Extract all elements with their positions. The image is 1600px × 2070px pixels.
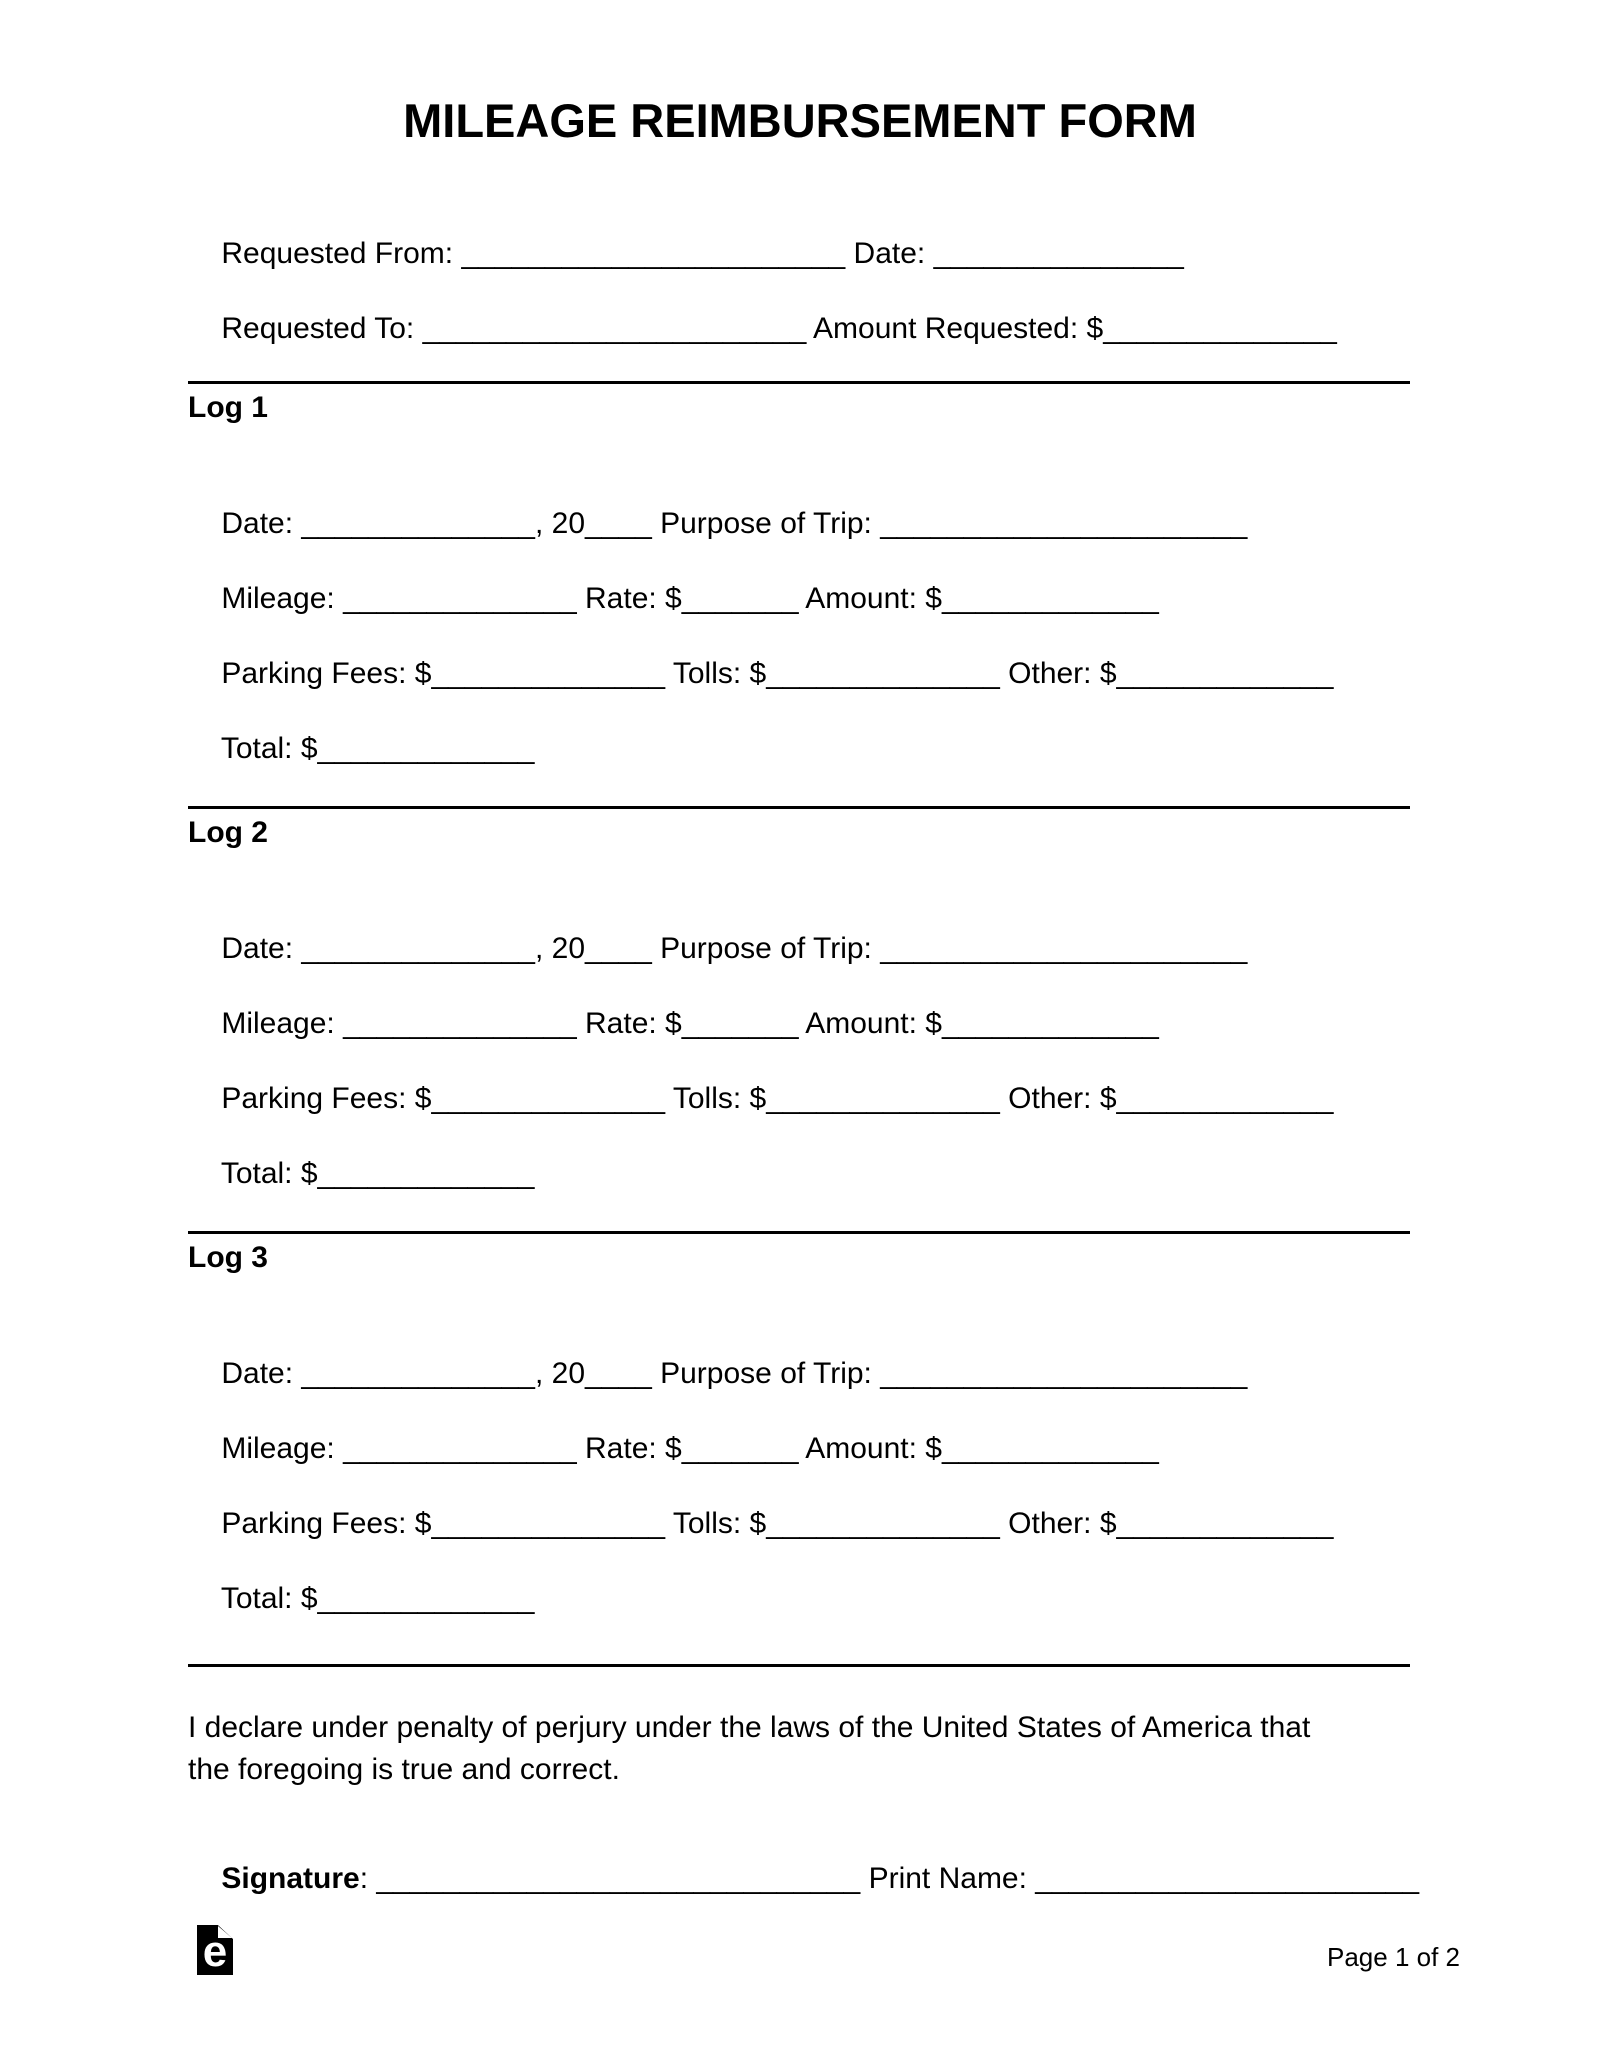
total-field: _____________ [317,732,535,765]
total-label: Total: $ [220,1582,318,1615]
log-2-heading: Log 2 [188,816,268,849]
purpose-label: Purpose of Trip: [651,932,881,965]
signature-label: Signature [221,1862,360,1895]
date-label: Date: [845,237,934,270]
trip-date-field: ______________ [301,932,535,965]
other-label: Other: $ [999,1507,1117,1540]
amount-requested-field: ______________ [1103,312,1337,345]
year-prefix: , 20 [534,932,586,965]
section-divider [188,381,1410,384]
amount-requested-label: Amount Requested: $ [806,312,1104,345]
tolls-label: Tolls: $ [665,657,767,690]
requested-to-field: _______________________ [422,312,807,345]
other-label: Other: $ [999,657,1117,690]
print-name-field: _______________________ [1035,1862,1420,1895]
print-name-label: Print Name: [860,1862,1036,1895]
trip-date-label: Date: [221,1357,302,1390]
year-field: ____ [585,932,652,965]
rate-label: Rate: $ [576,1007,682,1040]
other-field: _____________ [1116,657,1334,690]
amount-label: Amount: $ [798,1432,942,1465]
purpose-label: Purpose of Trip: [651,507,881,540]
trip-date-label: Date: [221,932,302,965]
logo-letter: e [202,1927,228,1976]
other-field: _____________ [1116,1507,1334,1540]
total-label: Total: $ [220,732,318,765]
declaration-line-1: I declare under penalty of perjury under the laws of the United States of America that [188,1711,1311,1744]
year-prefix: , 20 [534,507,586,540]
parking-fees-label: Parking Fees: $ [221,1507,432,1540]
purpose-field: ______________________ [880,1357,1248,1390]
amount-label: Amount: $ [798,582,942,615]
requested-to-label: Requested To: [221,312,423,345]
tolls-label: Tolls: $ [665,1507,767,1540]
amount-field: _____________ [941,1007,1159,1040]
requested-from-label: Requested From: [221,237,462,270]
rate-field: _______ [681,1007,799,1040]
log-1-total-row [188,695,534,803]
rate-label: Rate: $ [576,582,682,615]
rate-field: _______ [681,1432,799,1465]
parking-fees-field: ______________ [431,657,666,690]
parking-fees-label: Parking Fees: $ [221,657,432,690]
declaration-line-2: the foregoing is true and correct. [188,1753,620,1786]
total-field: _____________ [317,1157,535,1190]
purpose-field: ______________________ [880,932,1248,965]
rate-label: Rate: $ [576,1432,682,1465]
rate-field: _______ [681,582,799,615]
mileage-label: Mileage: [221,1432,344,1465]
signature-field: _____________________________ [376,1862,861,1895]
section-divider [188,1664,1410,1667]
trip-date-field: ______________ [301,507,535,540]
signature-row [188,1825,1419,1933]
year-prefix: , 20 [534,1357,586,1390]
tolls-label: Tolls: $ [665,1082,767,1115]
mileage-label: Mileage: [221,1007,344,1040]
trip-date-field: ______________ [301,1357,535,1390]
tolls-field: ______________ [766,1507,1000,1540]
tolls-field: ______________ [766,1082,1000,1115]
section-divider [188,806,1410,809]
trip-date-label: Date: [221,507,302,540]
log-3-total-row [188,1545,534,1653]
signature-colon: : [359,1862,377,1895]
amount-label: Amount: $ [798,1007,942,1040]
log-3-heading: Log 3 [188,1241,268,1274]
total-field: _____________ [317,1582,535,1615]
parking-fees-field: ______________ [431,1082,666,1115]
section-divider [188,1231,1410,1234]
page-title: MILEAGE REIMBURSEMENT FORM [403,94,1197,147]
year-field: ____ [585,1357,652,1390]
tolls-field: ______________ [766,657,1000,690]
eforms-logo [197,1925,233,1975]
page-number: Page 1 of 2 [1327,1942,1460,1972]
other-field: _____________ [1116,1082,1334,1115]
purpose-field: ______________________ [880,507,1248,540]
parking-fees-label: Parking Fees: $ [221,1082,432,1115]
requested-to-row [188,275,1337,383]
log-2-total-row [188,1120,534,1228]
requested-from-field: _______________________ [461,237,846,270]
amount-field: _____________ [941,1432,1159,1465]
purpose-label: Purpose of Trip: [651,1357,881,1390]
mileage-field: ______________ [343,1432,577,1465]
parking-fees-field: ______________ [431,1507,666,1540]
other-label: Other: $ [999,1082,1117,1115]
declaration-text [188,1707,1418,1791]
total-label: Total: $ [220,1157,318,1190]
year-field: ____ [585,507,652,540]
mileage-label: Mileage: [221,582,344,615]
log-1-heading: Log 1 [188,391,268,424]
mileage-field: ______________ [343,582,577,615]
mileage-field: ______________ [343,1007,577,1040]
amount-field: _____________ [941,582,1159,615]
date-field: _______________ [933,237,1184,270]
